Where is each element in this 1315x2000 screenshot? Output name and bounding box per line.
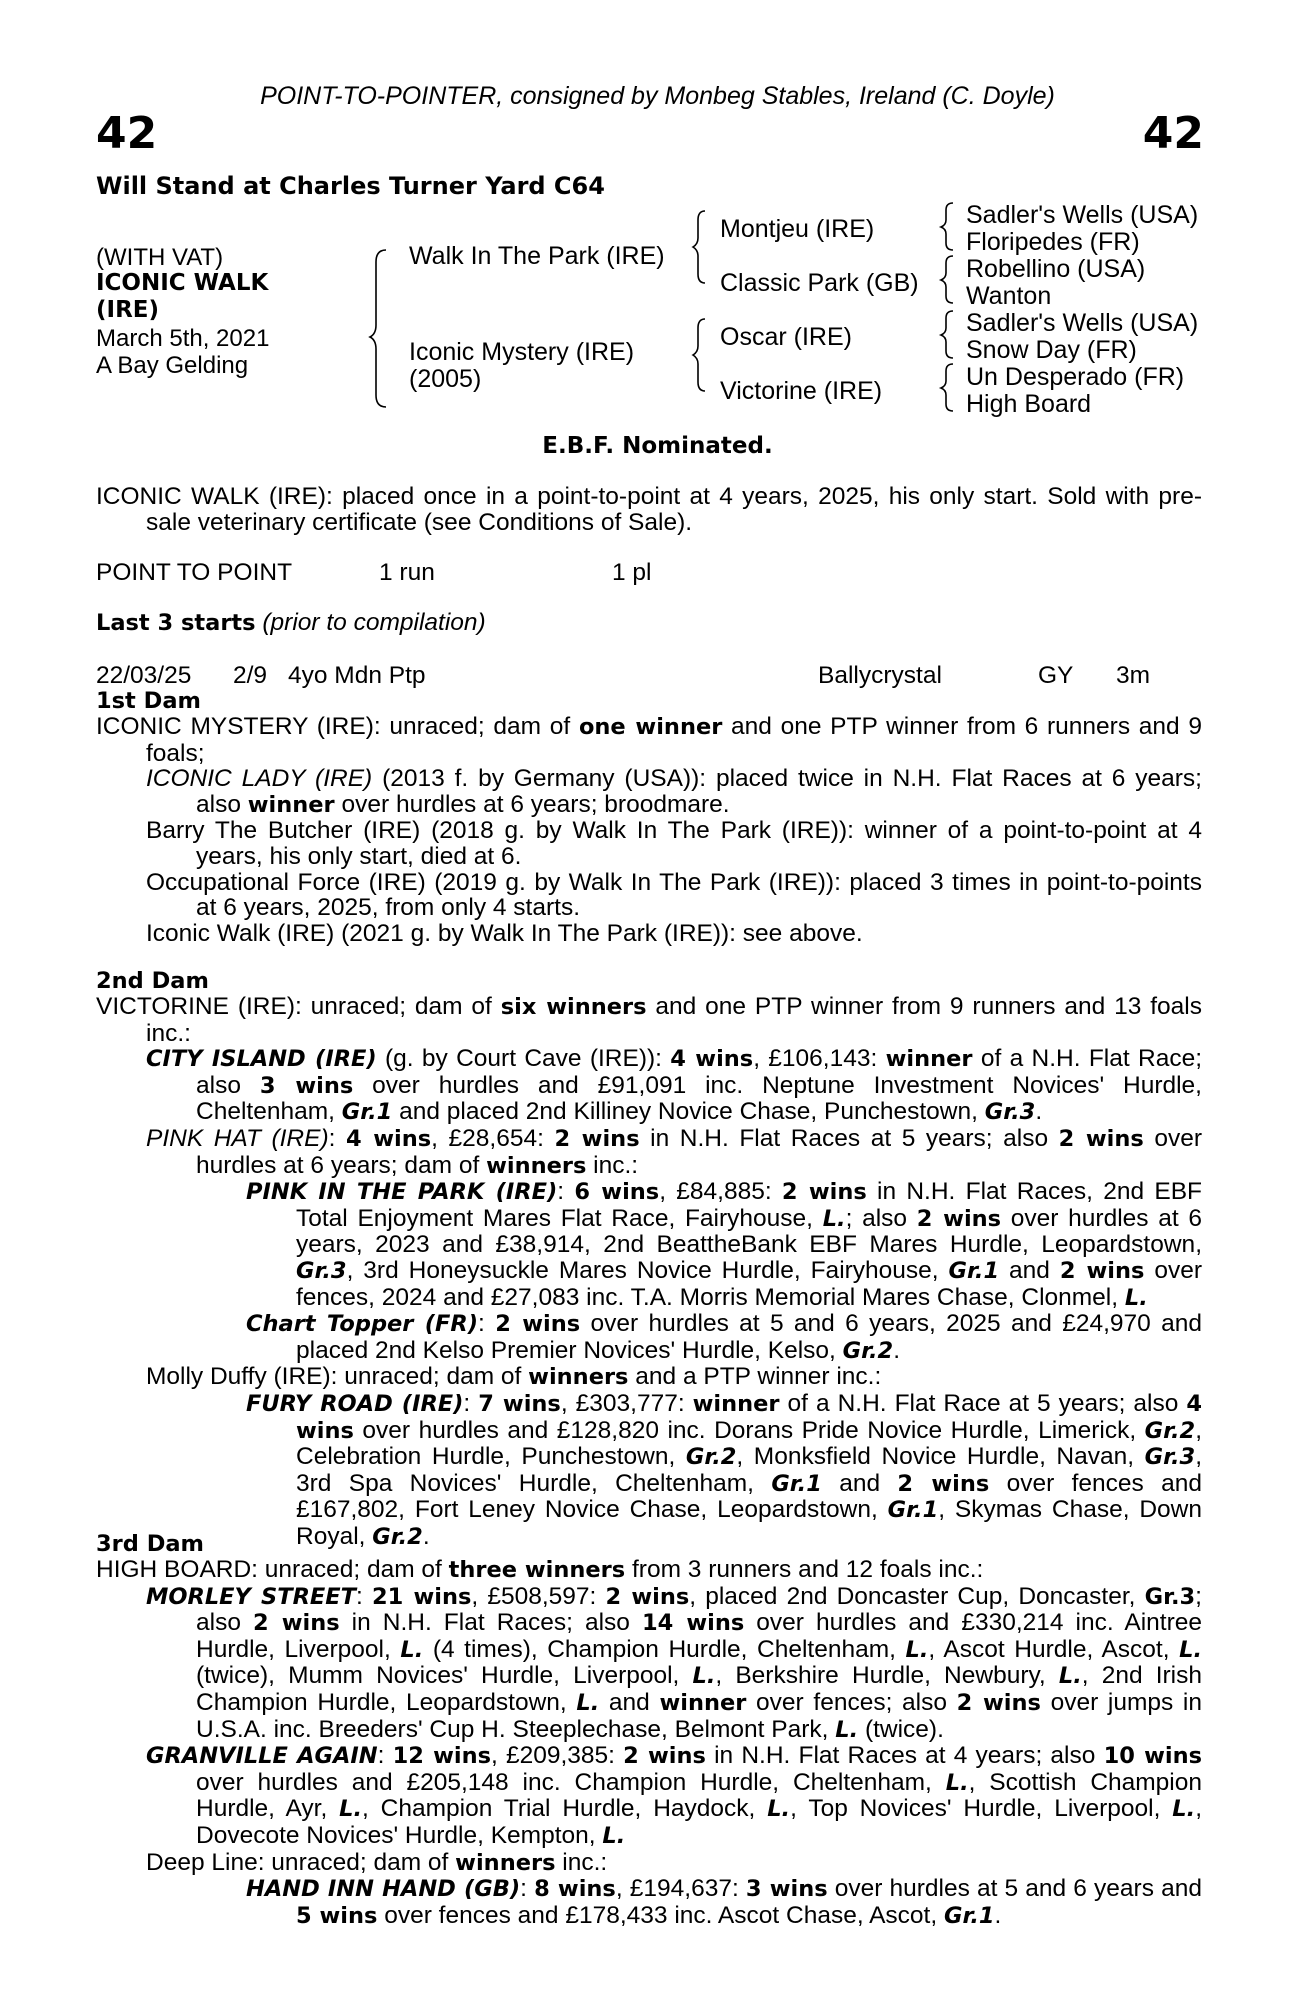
start-row xyxy=(96,662,1202,689)
pedigree-dam-sire: Oscar (IRE) xyxy=(720,323,852,351)
pedigree-ggp-6: Snow Day (FR) xyxy=(966,336,1137,364)
pedigree-sire-dam: Classic Park (GB) xyxy=(720,269,919,297)
pedigree-ggp-2: Floripedes (FR) xyxy=(966,228,1140,256)
start-date: 22/03/25 xyxy=(96,662,192,689)
vat-note: (WITH VAT) xyxy=(96,244,224,271)
third-dam-section xyxy=(96,1531,1202,1929)
start-going: GY xyxy=(1038,662,1074,689)
race-record xyxy=(96,559,1202,586)
pedigree-ggp-8: High Board xyxy=(966,390,1092,418)
offspring-molly-duffy: Molly Duffy (IRE): unraced; dam of winners and a PTP winner inc.: xyxy=(146,1363,882,1391)
start-distance: 3m xyxy=(1116,662,1151,689)
third-dam-intro: HIGH BOARD: unraced; dam of three winners from 3 runners and 12 foals inc.: xyxy=(96,1556,984,1583)
pedigree-brace-4 xyxy=(941,364,953,411)
offspring-hand-inn-hand: HAND INN HAND (GB): 8 wins, £194,637: 3 wins over hurdles at 5 and 6 years and 5 wins over fences and £178,433 inc. Ascot Chase, Ascot, Gr.1. xyxy=(246,1875,1202,1929)
last-starts-note: (prior to compilation) xyxy=(262,609,486,636)
record-type: POINT TO POINT xyxy=(96,559,293,586)
pedigree-sire: Walk In The Park (IRE) xyxy=(409,242,665,270)
first-dam-offspring-4: Iconic Walk (IRE) (2021 g. by Walk In The Park (IRE)): see above. xyxy=(146,919,863,947)
second-dam-intro: VICTORINE (IRE): unraced; dam of six winners and one PTP winner from 9 runners and 13 foals inc.: xyxy=(96,993,1202,1047)
pedigree-dam-dam: Victorine (IRE) xyxy=(720,377,883,405)
third-dam-heading: 3rd Dam xyxy=(96,1531,204,1557)
pedigree-dam-year: (2005) xyxy=(409,365,482,393)
second-dam-heading: 2nd Dam xyxy=(96,968,209,994)
first-dam-offspring-1: ICONIC LADY (IRE) (2013 f. by Germany (USA)): placed twice in N.H. Flat Races at 6 years; also winner over hurdles at 6 years; broodmare. xyxy=(146,765,1202,818)
pedigree-ggp-3: Robellino (USA) xyxy=(966,255,1146,283)
lot-number-right: 42 xyxy=(1142,108,1204,159)
offspring-morley-street: MORLEY STREET: 21 wins, £508,597: 2 wins, placed 2nd Doncaster Cup, Doncaster, Gr.3; also 2 wins in N.H. Flat Races; also 14 wins over hurdles and £330,214 inc. Aintree Hurdle, Liverpool, L. (4 times), Champion Hurdle, Cheltenham, L., Ascot Hurdle, Ascot, L. (twice), Mumm Novices' Hurdle, Liverpool, L., Berkshire Hurdle, Newbury, L., 2nd Irish Champion Hurdle, Leopardstown, L. and winner over fences; also 2 wins over jumps in U.S.A. inc. Breeders' Cup H. Steeplechase, Belmont Park, L. (twice). xyxy=(146,1582,1203,1743)
last-starts-title: Last 3 starts xyxy=(96,610,256,636)
offspring-deep-line: Deep Line: unraced; dam of winners inc.: xyxy=(146,1848,608,1876)
start-race: 4yo Mdn Ptp xyxy=(288,662,426,689)
pedigree-brace-3 xyxy=(941,311,953,358)
horse-name: ICONIC WALK xyxy=(96,270,269,296)
consignment-header: POINT-TO-POINTER, consigned by Monbeg Stables, Ireland (C. Doyle) xyxy=(260,82,1055,110)
offspring-pink-in-the-park: PINK IN THE PARK (IRE): 6 wins, £84,885: 2 wins in N.H. Flat Races, 2nd EBF Total Enjoyment Mares Flat Race, Fairyhouse, L.; also 2 wins over hurdles at 6 years, 2023 and £38,914, 2nd BeattheBank EBF Mares Hurdle, Leopardstown, Gr.3, 3rd Honeysuckle Mares Novice Hurdle, Fairyhouse, Gr.1 and 2 wins over fences, 2024 and £27,083 inc. T.A. Morris Memorial Mares Chase, Clonmel, L. xyxy=(246,1178,1203,1311)
foaling-date: March 5th, 2021 xyxy=(96,325,270,352)
start-position: 2/9 xyxy=(233,662,268,689)
record-runs: 1 run xyxy=(379,559,435,586)
record-placed: 1 pl xyxy=(612,559,652,586)
pedigree-dam: Iconic Mystery (IRE) xyxy=(409,338,635,366)
stand-location: Will Stand at Charles Turner Yard C64 xyxy=(96,172,605,200)
pedigree-brace-1 xyxy=(941,203,953,250)
pedigree-ggp-7: Un Desperado (FR) xyxy=(966,363,1185,391)
first-dam-intro: ICONIC MYSTERY (IRE): unraced; dam of one winner and one PTP winner from 6 runners and 9 foals; xyxy=(96,713,1203,767)
horse-description: A Bay Gelding xyxy=(96,352,249,379)
offspring-chart-topper: Chart Topper (FR): 2 wins over hurdles at 5 and 6 years, 2025 and £24,970 and placed 2nd Kelso Premier Novices' Hurdle, Kelso, Gr.2. xyxy=(246,1310,1202,1364)
pedigree-brace-sire xyxy=(693,211,705,283)
offspring-granville-again: GRANVILLE AGAIN: 12 wins, £209,385: 2 wins in N.H. Flat Races at 4 years; also 10 wins over hurdles and £205,148 inc. Champion Hurdle, Cheltenham, L., Scottish Champion Hurdle, Ayr, L., Champion Trial Hurdle, Haydock, L., Top Novices' Hurdle, Liverpool, L., Dovecote Novices' Hurdle, Kempton, L. xyxy=(146,1742,1202,1849)
pedigree-ggp-5: Sadler's Wells (USA) xyxy=(966,309,1199,337)
horse-name-country: (IRE) xyxy=(96,297,160,323)
pedigree-ggp-1: Sadler's Wells (USA) xyxy=(966,201,1199,229)
first-dam-heading: 1st Dam xyxy=(96,688,201,714)
pedigree-brace-dam xyxy=(693,319,705,391)
start-course: Ballycrystal xyxy=(818,662,942,689)
first-dam-offspring-3: Occupational Force (IRE) (2019 g. by Walk In The Park (IRE)): placed 3 times in point-to-points at 6 years, 2025, from only 4 starts. xyxy=(146,868,1202,922)
last-starts-heading xyxy=(96,609,486,637)
ebf-nomination: E.B.F. Nominated. xyxy=(542,433,773,459)
horse-summary: ICONIC WALK (IRE): placed once in a point-to-point at 4 years, 2025, his only start. Sold with pre-sale veterinary certificate (see Conditions of Sale). xyxy=(96,483,1202,536)
pedigree-brace-main xyxy=(370,250,386,407)
offspring-pink-hat: PINK HAT (IRE): 4 wins, £28,654: 2 wins in N.H. Flat Races at 5 years; also 2 wins over hurdles at 6 years; dam of winners inc.: xyxy=(146,1124,1203,1179)
pedigree-ggp-4: Wanton xyxy=(966,282,1052,310)
pedigree-brace-2 xyxy=(941,256,953,303)
second-dam-section xyxy=(96,968,1202,1550)
lot-number: 42 xyxy=(96,108,158,159)
first-dam-offspring-2: Barry The Butcher (IRE) (2018 g. by Walk In The Park (IRE)): winner of a point-to-point at 4 years, his only start, died at 6. xyxy=(146,817,1202,870)
offspring-city-island: CITY ISLAND (IRE) (g. by Court Cave (IRE)): 4 wins, £106,143: winner of a N.H. Flat Race; also 3 wins over hurdles and £91,091 inc. Neptune Investment Novices' Hurdle, Cheltenham, Gr.1 and placed 2nd Killiney Novice Chase, Punchestown, Gr.3. xyxy=(146,1045,1203,1126)
first-dam-section xyxy=(96,688,1202,946)
offspring-fury-road: FURY ROAD (IRE): 7 wins, £303,777: winner of a N.H. Flat Race at 5 years; also 4 wins over hurdles and £128,820 inc. Dorans Pride Novice Hurdle, Limerick, Gr.2, Celebration Hurdle, Punchestown, Gr.2, Monksfield Novice Hurdle, Navan, Gr.3, 3rd Spa Novices' Hurdle, Cheltenham, Gr.1 and 2 wins over fences and £167,802, Fort Leney Novice Chase, Leopardstown, Gr.1, Skymas Chase, Down Royal, Gr.2. xyxy=(246,1389,1202,1550)
pedigree-sire-sire: Montjeu (IRE) xyxy=(720,215,875,243)
